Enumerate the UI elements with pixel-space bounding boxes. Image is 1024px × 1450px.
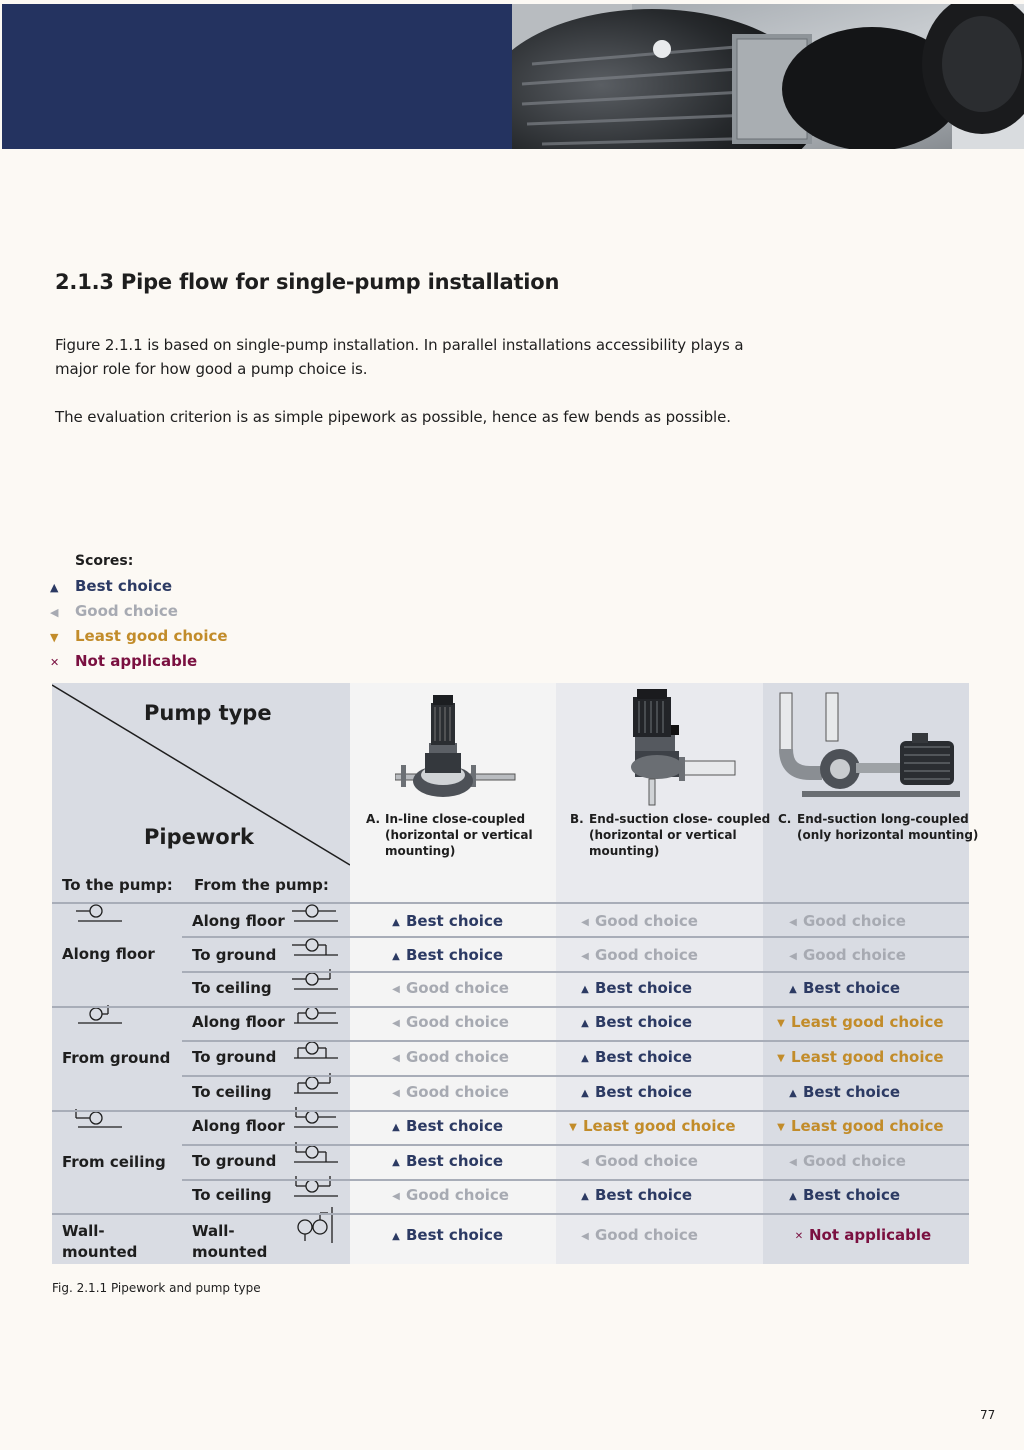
row-divider	[182, 1179, 969, 1181]
score-label: Best choice	[803, 1186, 901, 1204]
score-label: Good choice	[406, 1048, 509, 1066]
score-label: Best choice	[595, 979, 693, 997]
arrow-left-icon: ◀	[581, 1231, 589, 1242]
arrow-down-icon: ▼	[569, 1122, 577, 1133]
banner-blue-block	[2, 4, 512, 149]
score-label: Least good choice	[791, 1048, 944, 1066]
intro-paragraph-1: Figure 2.1.1 is based on single-pump installation. In parallel installations accessibility plays a major role for how good a pump choice is.	[55, 336, 744, 378]
arrow-up-icon: ▲	[789, 1088, 797, 1099]
score-cell	[783, 1152, 906, 1170]
score-cell	[771, 1013, 944, 1031]
section-heading: 2.1.3 Pipe flow for single-pump installation	[55, 270, 560, 294]
row-divider	[182, 1144, 969, 1146]
row-label: Along floor	[192, 1117, 285, 1135]
header-pipework: Pipework	[144, 825, 255, 849]
row-divider	[52, 1213, 969, 1215]
score-label: Best choice	[406, 1117, 504, 1135]
arrow-left-icon: ◀	[392, 984, 400, 995]
score-label: Best choice	[406, 946, 504, 964]
row-label: Along floor	[192, 912, 285, 930]
score-cell	[783, 1186, 900, 1204]
score-label: Good choice	[595, 912, 698, 930]
row-divider	[182, 971, 969, 973]
arrow-up-icon: ▲	[392, 1231, 400, 1242]
score-label: Best choice	[406, 912, 504, 930]
pipe-symbols	[52, 903, 350, 1264]
score-label: Least good choice	[583, 1117, 736, 1135]
legend-label: Least good choice	[75, 627, 228, 645]
score-label: Good choice	[803, 912, 906, 930]
score-cell	[386, 979, 509, 997]
label-line: Wall-	[62, 1222, 105, 1240]
arrow-left-icon: ◀	[392, 1191, 400, 1202]
legend-title: Scores:	[75, 553, 134, 569]
score-cell	[783, 1083, 900, 1101]
score-cell	[386, 1186, 509, 1204]
group-label-from-ground: From ground	[62, 1049, 171, 1067]
score-cell	[783, 946, 906, 964]
group-label-from-ceiling: From ceiling	[62, 1153, 166, 1171]
header-banner	[0, 0, 1024, 150]
score-label: Best choice	[803, 1083, 901, 1101]
row-label: To ceiling	[192, 979, 272, 997]
inline-pump-icon	[395, 693, 520, 808]
cross-icon: ✕	[50, 656, 60, 669]
score-cell	[386, 1117, 503, 1135]
row-label: To ground	[192, 946, 277, 964]
row-divider	[182, 1040, 969, 1042]
arrow-up-icon: ▲	[581, 1053, 589, 1064]
score-label: Good choice	[406, 979, 509, 997]
caption-line: End-suction close- coupled	[589, 812, 771, 826]
score-label: Least good choice	[791, 1013, 944, 1031]
arrow-left-icon: ◀	[581, 917, 589, 928]
score-label: Good choice	[406, 1186, 509, 1204]
score-label: Best choice	[406, 1152, 504, 1170]
end-suction-long-coupled-icon	[772, 691, 962, 806]
column-b-caption	[570, 811, 771, 861]
arrow-up-icon: ▲	[789, 984, 797, 995]
score-label: Best choice	[595, 1186, 693, 1204]
caption-line: (horizontal or vertical	[589, 828, 737, 842]
score-label: Good choice	[595, 1226, 698, 1244]
arrow-up-icon: ▲	[581, 1018, 589, 1029]
arrow-down-icon: ▼	[50, 631, 59, 644]
label-line: Wall-	[192, 1222, 235, 1240]
arrow-up-icon: ▲	[581, 1191, 589, 1202]
pump-photo	[512, 4, 1024, 149]
score-label: Least good choice	[791, 1117, 944, 1135]
arrow-down-icon: ▼	[777, 1018, 785, 1029]
caption-line: (horizontal or vertical	[385, 828, 533, 842]
header-to-pump: To the pump:	[62, 876, 173, 894]
score-label: Best choice	[595, 1083, 693, 1101]
score-cell	[563, 1117, 736, 1135]
intro-paragraph-2: The evaluation criterion is as simple pipework as possible, hence as few bends as possible.	[55, 408, 731, 426]
score-cell	[575, 912, 698, 930]
arrow-left-icon: ◀	[581, 1157, 589, 1168]
row-label: Along floor	[192, 1013, 285, 1031]
arrow-left-icon: ◀	[789, 1157, 797, 1168]
cross-icon: ✕	[794, 1231, 804, 1242]
score-label: Good choice	[803, 1152, 906, 1170]
legend-good	[50, 602, 178, 620]
figure-caption: Fig. 2.1.1 Pipework and pump type	[52, 1281, 261, 1295]
score-cell	[575, 1083, 692, 1101]
legend-best	[50, 577, 172, 595]
group-along-floor-icon	[76, 905, 122, 921]
arrow-left-icon: ◀	[392, 1018, 400, 1029]
score-label: Best choice	[803, 979, 901, 997]
score-cell	[386, 1048, 509, 1066]
score-cell	[575, 979, 692, 997]
score-cell	[575, 1048, 692, 1066]
arrow-left-icon: ◀	[789, 951, 797, 962]
score-cell	[386, 1083, 509, 1101]
score-label: Good choice	[803, 946, 906, 964]
arrow-up-icon: ▲	[392, 951, 400, 962]
caption-line: mounting)	[589, 844, 660, 858]
row-divider	[182, 1075, 969, 1077]
arrow-left-icon: ◀	[581, 951, 589, 962]
caption-line: End-suction long-coupled	[797, 812, 969, 826]
arrow-down-icon: ▼	[777, 1122, 785, 1133]
score-cell	[783, 979, 900, 997]
arrow-left-icon: ◀	[392, 1053, 400, 1064]
score-cell	[575, 1226, 698, 1244]
score-label: Best choice	[595, 1013, 693, 1031]
score-label: Good choice	[406, 1013, 509, 1031]
score-label: Good choice	[595, 946, 698, 964]
row-divider	[52, 1110, 969, 1112]
score-cell	[771, 1117, 944, 1135]
row-divider	[52, 902, 969, 904]
arrow-up-icon: ▲	[392, 1122, 400, 1133]
legend-not-applicable	[50, 652, 197, 670]
label-line: mounted	[62, 1243, 138, 1261]
arrow-up-icon: ▲	[581, 984, 589, 995]
score-label: Good choice	[406, 1083, 509, 1101]
column-letter: A.	[366, 812, 381, 826]
arrow-left-icon: ◀	[789, 917, 797, 928]
arrow-up-icon: ▲	[50, 581, 59, 594]
row-divider	[182, 936, 969, 938]
score-cell	[771, 1048, 944, 1066]
score-cell	[575, 946, 698, 964]
score-cell	[575, 1152, 698, 1170]
score-cell	[783, 912, 906, 930]
legend-label: Best choice	[75, 577, 173, 595]
arrow-down-icon: ▼	[777, 1053, 785, 1064]
legend-label: Not applicable	[75, 652, 198, 670]
arrow-up-icon: ▲	[392, 1157, 400, 1168]
caption-line: mounting)	[385, 844, 456, 858]
column-a-caption	[366, 811, 551, 861]
score-label: Best choice	[406, 1226, 504, 1244]
score-cell	[386, 1226, 503, 1244]
score-cell	[789, 1226, 931, 1244]
row-divider	[52, 1006, 969, 1008]
label-line: mounted	[192, 1243, 268, 1261]
legend-least	[50, 627, 228, 645]
arrow-up-icon: ▲	[392, 917, 400, 928]
header-pump-type: Pump type	[144, 701, 272, 725]
row-label: To ground	[192, 1152, 277, 1170]
column-letter: B.	[570, 812, 584, 826]
column-letter: C.	[778, 812, 792, 826]
column-c-caption	[778, 811, 979, 861]
score-cell	[386, 1013, 509, 1031]
caption-line: In-line close-coupled	[385, 812, 526, 826]
score-cell	[386, 1152, 503, 1170]
legend-label: Good choice	[75, 602, 178, 620]
group-label-along-floor: Along floor	[62, 945, 155, 963]
score-cell	[575, 1013, 692, 1031]
score-label: Best choice	[595, 1048, 693, 1066]
row-label: To ground	[192, 1048, 277, 1066]
score-cell	[386, 912, 503, 930]
score-cell	[575, 1186, 692, 1204]
header-from-pump: From the pump:	[194, 876, 329, 894]
arrow-up-icon: ▲	[581, 1088, 589, 1099]
row-label: To ceiling	[192, 1083, 272, 1101]
page-number: 77	[980, 1408, 996, 1422]
arrow-left-icon: ◀	[392, 1088, 400, 1099]
score-label: Good choice	[595, 1152, 698, 1170]
arrow-left-icon: ◀	[50, 606, 59, 619]
score-cell	[386, 946, 503, 964]
arrow-up-icon: ▲	[789, 1191, 797, 1202]
row-label: To ceiling	[192, 1186, 272, 1204]
pipework-pump-table	[52, 683, 979, 1264]
score-label: Not applicable	[809, 1226, 932, 1244]
caption-line: (only horizontal mounting)	[797, 828, 979, 842]
end-suction-close-coupled-icon	[627, 689, 737, 809]
